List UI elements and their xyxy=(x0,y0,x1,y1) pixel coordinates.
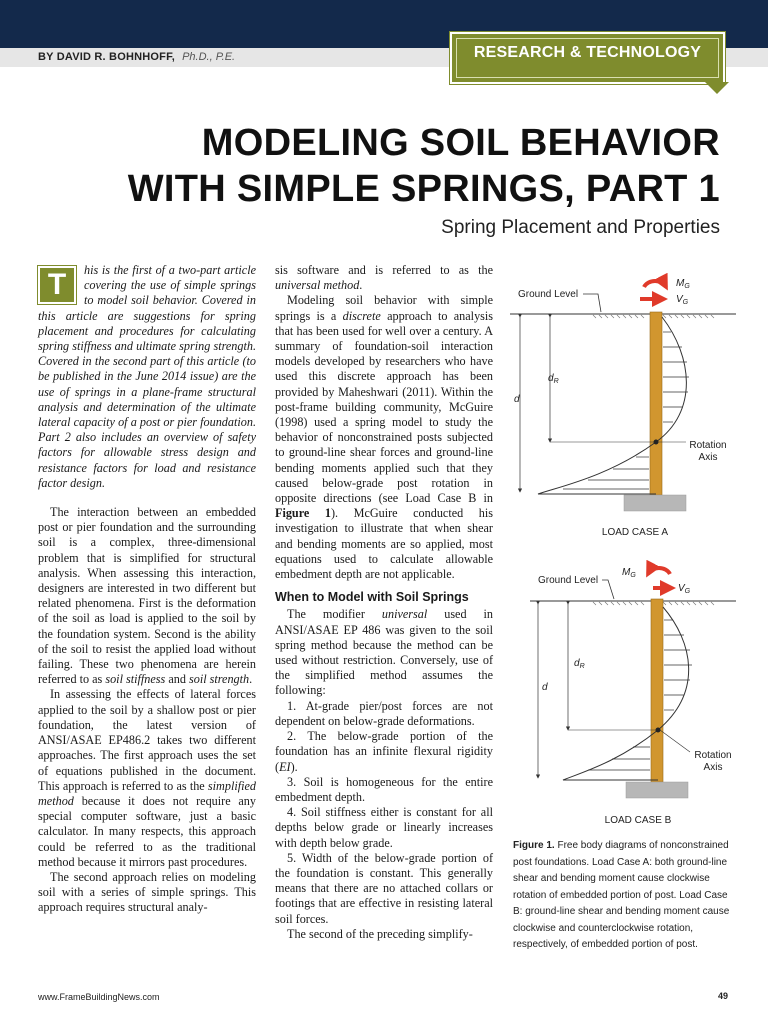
load-case-a-label: LOAD CASE A xyxy=(601,527,669,538)
byline xyxy=(38,51,235,63)
load-case-b-label: LOAD CASE B xyxy=(604,815,672,826)
page-number: 49 xyxy=(717,991,728,1001)
moment-arrow-icon xyxy=(648,568,670,574)
load-case-b-diagram xyxy=(530,567,736,826)
post xyxy=(651,599,663,782)
author-name: BY DAVID R. BOHNHOFF, xyxy=(38,51,176,63)
shear-label: $V_G$ xyxy=(676,294,689,306)
moment-arrow-icon xyxy=(644,281,666,287)
footing xyxy=(626,782,688,798)
body-paragraph: The interaction between an embedded post or pier foundation and the surrounding soil is a complex, three-dimensional problem that is simplified for structural analysis. When assessing this interaction, designers are interested in two different but related phenomena. First is the deformation of the soil as load is applied to the soil by the foundation system. Second is the ability of the soil to resist the applied load without failing. These two phenomena are herein referred to as soil stiffness and soil strength. xyxy=(38,505,256,687)
soil-pressure-arrows xyxy=(588,620,692,770)
soil-pressure-curve xyxy=(538,317,686,494)
post xyxy=(650,312,662,495)
soil-pressure-arrows xyxy=(563,332,689,489)
list-item: 4. Soil stiffness either is constant for all depths below grade or linearly increases with depth below grade. xyxy=(275,805,493,850)
article-subtitle: Spring Placement and Properties xyxy=(441,217,720,238)
soil-pressure-curve xyxy=(563,607,689,780)
footing xyxy=(624,495,686,511)
embedment-depth-label: d xyxy=(514,394,520,405)
title-line-2: WITH SIMPLE SPRINGS, PART 1 xyxy=(127,168,720,210)
ground-level-label: Ground Level xyxy=(518,289,579,300)
section-label: RESEARCH & TECHNOLOGY xyxy=(473,44,702,61)
body-paragraph: In assessing the effects of lateral forces applied to the soil by a shallow post or pier foundation, the latest version of ANSI/ASAE EP486.2 takes two different approaches. The first approach uses the set of equations published in the document. This approach is referred to as the simplified method because it does not require any special computer software, just a basic calculator. In many respects, this approach could be referred to as the traditional method because it mirrors past procedures. xyxy=(38,687,256,869)
title-line-1: MODELING SOIL BEHAVIOR xyxy=(201,122,720,164)
list-item: 3. Soil is homogeneous for the entire embedment depth. xyxy=(275,774,493,804)
section-badge xyxy=(450,32,725,84)
list-item: 1. At-grade pier/post forces are not dependent on below-grade deformations. xyxy=(275,698,493,728)
ground-level-leader xyxy=(583,294,601,312)
shear-label: $V_G$ xyxy=(678,583,691,595)
ground-level-leader xyxy=(602,580,614,599)
rotation-depth-label: $d_R$ xyxy=(574,658,585,670)
text-column-1 xyxy=(38,263,256,916)
footer-url: www.FrameBuildingNews.com xyxy=(38,992,160,1002)
text-column-2 xyxy=(275,263,493,942)
body-paragraph: The second of the preceding simplify- xyxy=(287,926,473,941)
list-item: 5. Width of the below-grade portion of the foundation is constant. This generally means that there are no attached collars or footings that are effective in resisting lateral soil forces. xyxy=(275,850,493,926)
section-badge-tail xyxy=(705,82,729,94)
axis-label: Axis xyxy=(703,762,723,773)
figure-reference: Figure 1 xyxy=(275,506,331,521)
body-paragraph: sis software and is referred to as the universal method. xyxy=(275,263,493,293)
article-title xyxy=(128,120,720,212)
intro-paragraph: his is the first of a two-part article covering the use of simple springs to model soil behavior. Covered in this article are suggestions for spring placement and procedures for calculating spring stiffness and ultimate spring strength. Covered in the second part of this article (to be published in the June 2014 issue) are the use of springs in a plane-frame structural analysis and determination of the ultimate lateral capacity of a post or pier foundation. Part 2 also includes an overview of safety factors for allowable stress design and resistance factors for load and resistance factor design. xyxy=(38,263,256,490)
drop-cap: T xyxy=(38,266,76,304)
paragraph-gap xyxy=(38,491,256,505)
body-paragraph: Modeling soil behavior with simple springs is a discrete approach to analysis that has been used for well over a century. A summary of foundation-soil interaction models developed by researchers who have used this discrete approach has been provided by Maheshwari (2011). Within the post-frame building community, McGuire (1998) used a spring model to study the behavior of nonconstrained posts subjected to ground-line shear forces and ground-line bending moments applied such that they caused below-grade post rotation in opposite directions (see Load Case B in Figure 1). McGuire conducted his investigation to illustrate that when shear and bending moments are so applied, most equations used to calculate allowable embedment depth are not applicable. xyxy=(275,293,494,582)
section-heading: When to Model with Soil Springs xyxy=(275,590,469,605)
rotation-label: Rotation xyxy=(689,440,727,451)
caption-label: Figure 1. xyxy=(513,840,555,851)
moment-label: $M_G$ xyxy=(676,278,690,290)
rotation-axis-leader xyxy=(660,730,690,752)
rotation-axis-point xyxy=(656,728,661,733)
ground-level-label: Ground Level xyxy=(538,575,599,586)
embedment-depth-label: d xyxy=(542,682,548,693)
axis-label: Axis xyxy=(698,452,718,463)
rotation-label: Rotation xyxy=(694,750,732,761)
figure-1-diagram xyxy=(508,262,738,832)
list-item: 2. The below-grade portion of the foundation has an infinite flexural rigidity (EI). xyxy=(275,729,493,774)
moment-label: $M_G$ xyxy=(622,567,636,579)
figure-caption xyxy=(513,838,735,954)
load-case-a-diagram xyxy=(510,278,736,538)
author-credentials: Ph.D., P.E. xyxy=(182,51,236,63)
rotation-depth-label: $d_R$ xyxy=(548,373,559,385)
body-paragraph: The second approach relies on modeling soil with a series of simple springs. This approach requires structural analy- xyxy=(38,869,256,915)
body-paragraph: The modifier universal used in ANSI/ASAE EP 486 was given to the soil spring method because the method can be used without restriction. Conversely, use of the simplified method assumes the following: xyxy=(275,607,494,698)
caption-text: Free body diagrams of nonconstrained post foundations. Load Case A: both ground-line shear and bending moment cause clockwise rotation of embedded portion of post. Load Case B: ground-line shear and bending moment cause clockwise and counterclockwise rotation, respectively, of embedded portion of post. xyxy=(513,840,730,950)
rotation-axis-point xyxy=(654,440,659,445)
